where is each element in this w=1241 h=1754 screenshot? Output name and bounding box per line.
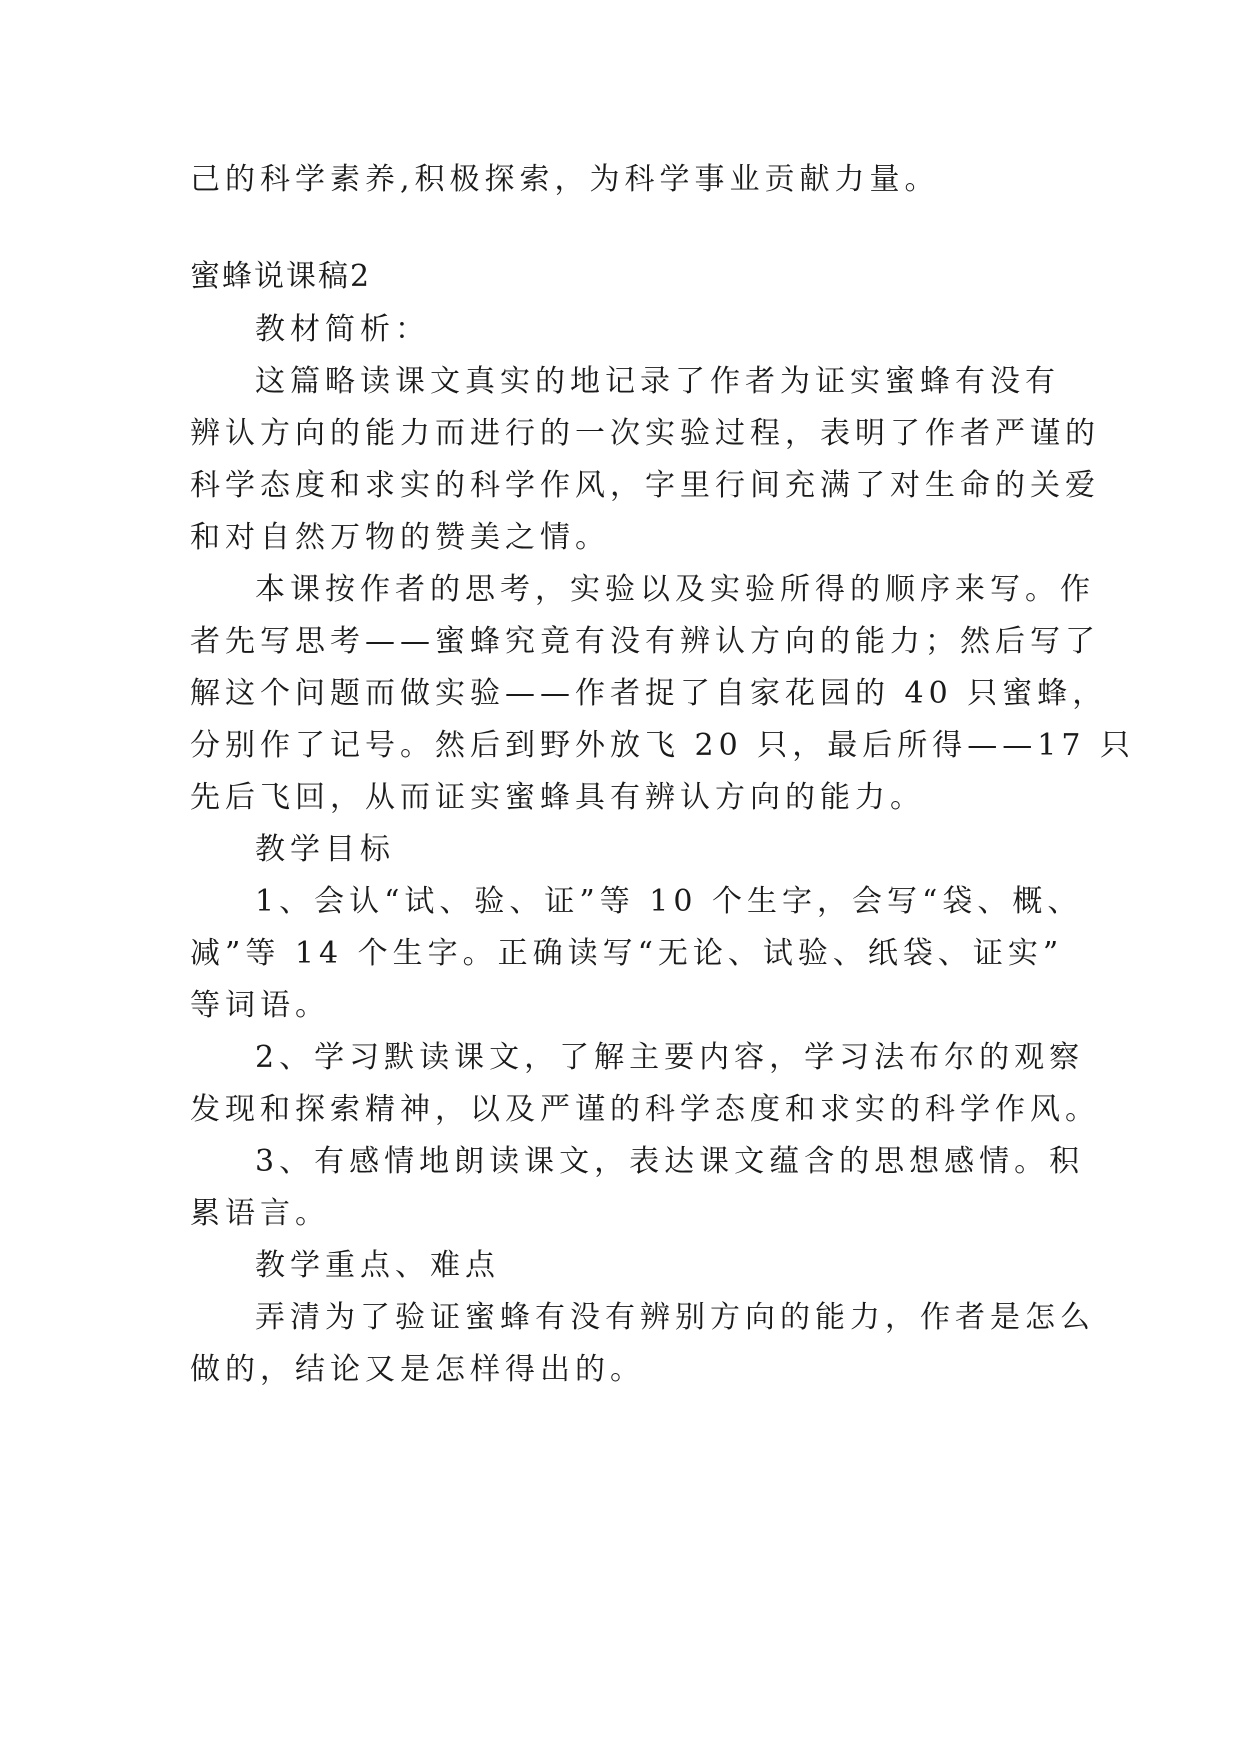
paragraph-line: 解这个问题而做实验——作者捉了自家花园的 40 只蜜蜂， (190, 676, 1108, 711)
paragraph-line: 己的科学素养,积极探索，为科学事业贡献力量。 (190, 162, 940, 197)
list-item-line: 等词语。 (190, 988, 330, 1023)
list-item-line: 1、会认“试、验、证”等 10 个生字，会写“袋、概、 (255, 884, 1083, 919)
list-item-line: 减”等 14 个生字。正确读写“无论、试验、纸袋、证实” (190, 936, 1064, 971)
subheading: 教学目标 (255, 832, 395, 867)
list-item-line: 3、有感情地朗读课文，表达课文蕴含的思想感情。积 (255, 1144, 1085, 1179)
paragraph-line: 先后飞回，从而证实蜜蜂具有辨认方向的能力。 (190, 780, 925, 815)
list-item-line: 发现和探索精神，以及严谨的科学态度和求实的科学作风。 (190, 1092, 1100, 1127)
list-item-line: 累语言。 (190, 1196, 330, 1231)
section-title: 蜜蜂说课稿2 (190, 259, 372, 294)
paragraph-line: 弄清为了验证蜜蜂有没有辨别方向的能力，作者是怎么 (255, 1300, 1095, 1335)
paragraph-line: 这篇略读课文真实的地记录了作者为证实蜜蜂有没有 (255, 364, 1060, 399)
subheading: 教学重点、难点 (255, 1248, 500, 1283)
paragraph-line: 本课按作者的思考，实验以及实验所得的顺序来写。作 (255, 572, 1095, 607)
paragraph-line: 和对自然万物的赞美之情。 (190, 520, 610, 555)
paragraph-line: 辨认方向的能力而进行的一次实验过程，表明了作者严谨的 (190, 416, 1100, 451)
paragraph-line: 做的，结论又是怎样得出的。 (190, 1352, 645, 1387)
paragraph-line: 分别作了记号。然后到野外放飞 20 只，最后所得——17 只 (190, 728, 1135, 763)
paragraph-line: 者先写思考——蜜蜂究竟有没有辨认方向的能力；然后写了 (190, 624, 1100, 659)
list-item-line: 2、学习默读课文，了解主要内容，学习法布尔的观察 (255, 1040, 1085, 1075)
subheading: 教材简析： (255, 312, 430, 347)
paragraph-line: 科学态度和求实的科学作风，字里行间充满了对生命的关爱 (190, 468, 1100, 503)
